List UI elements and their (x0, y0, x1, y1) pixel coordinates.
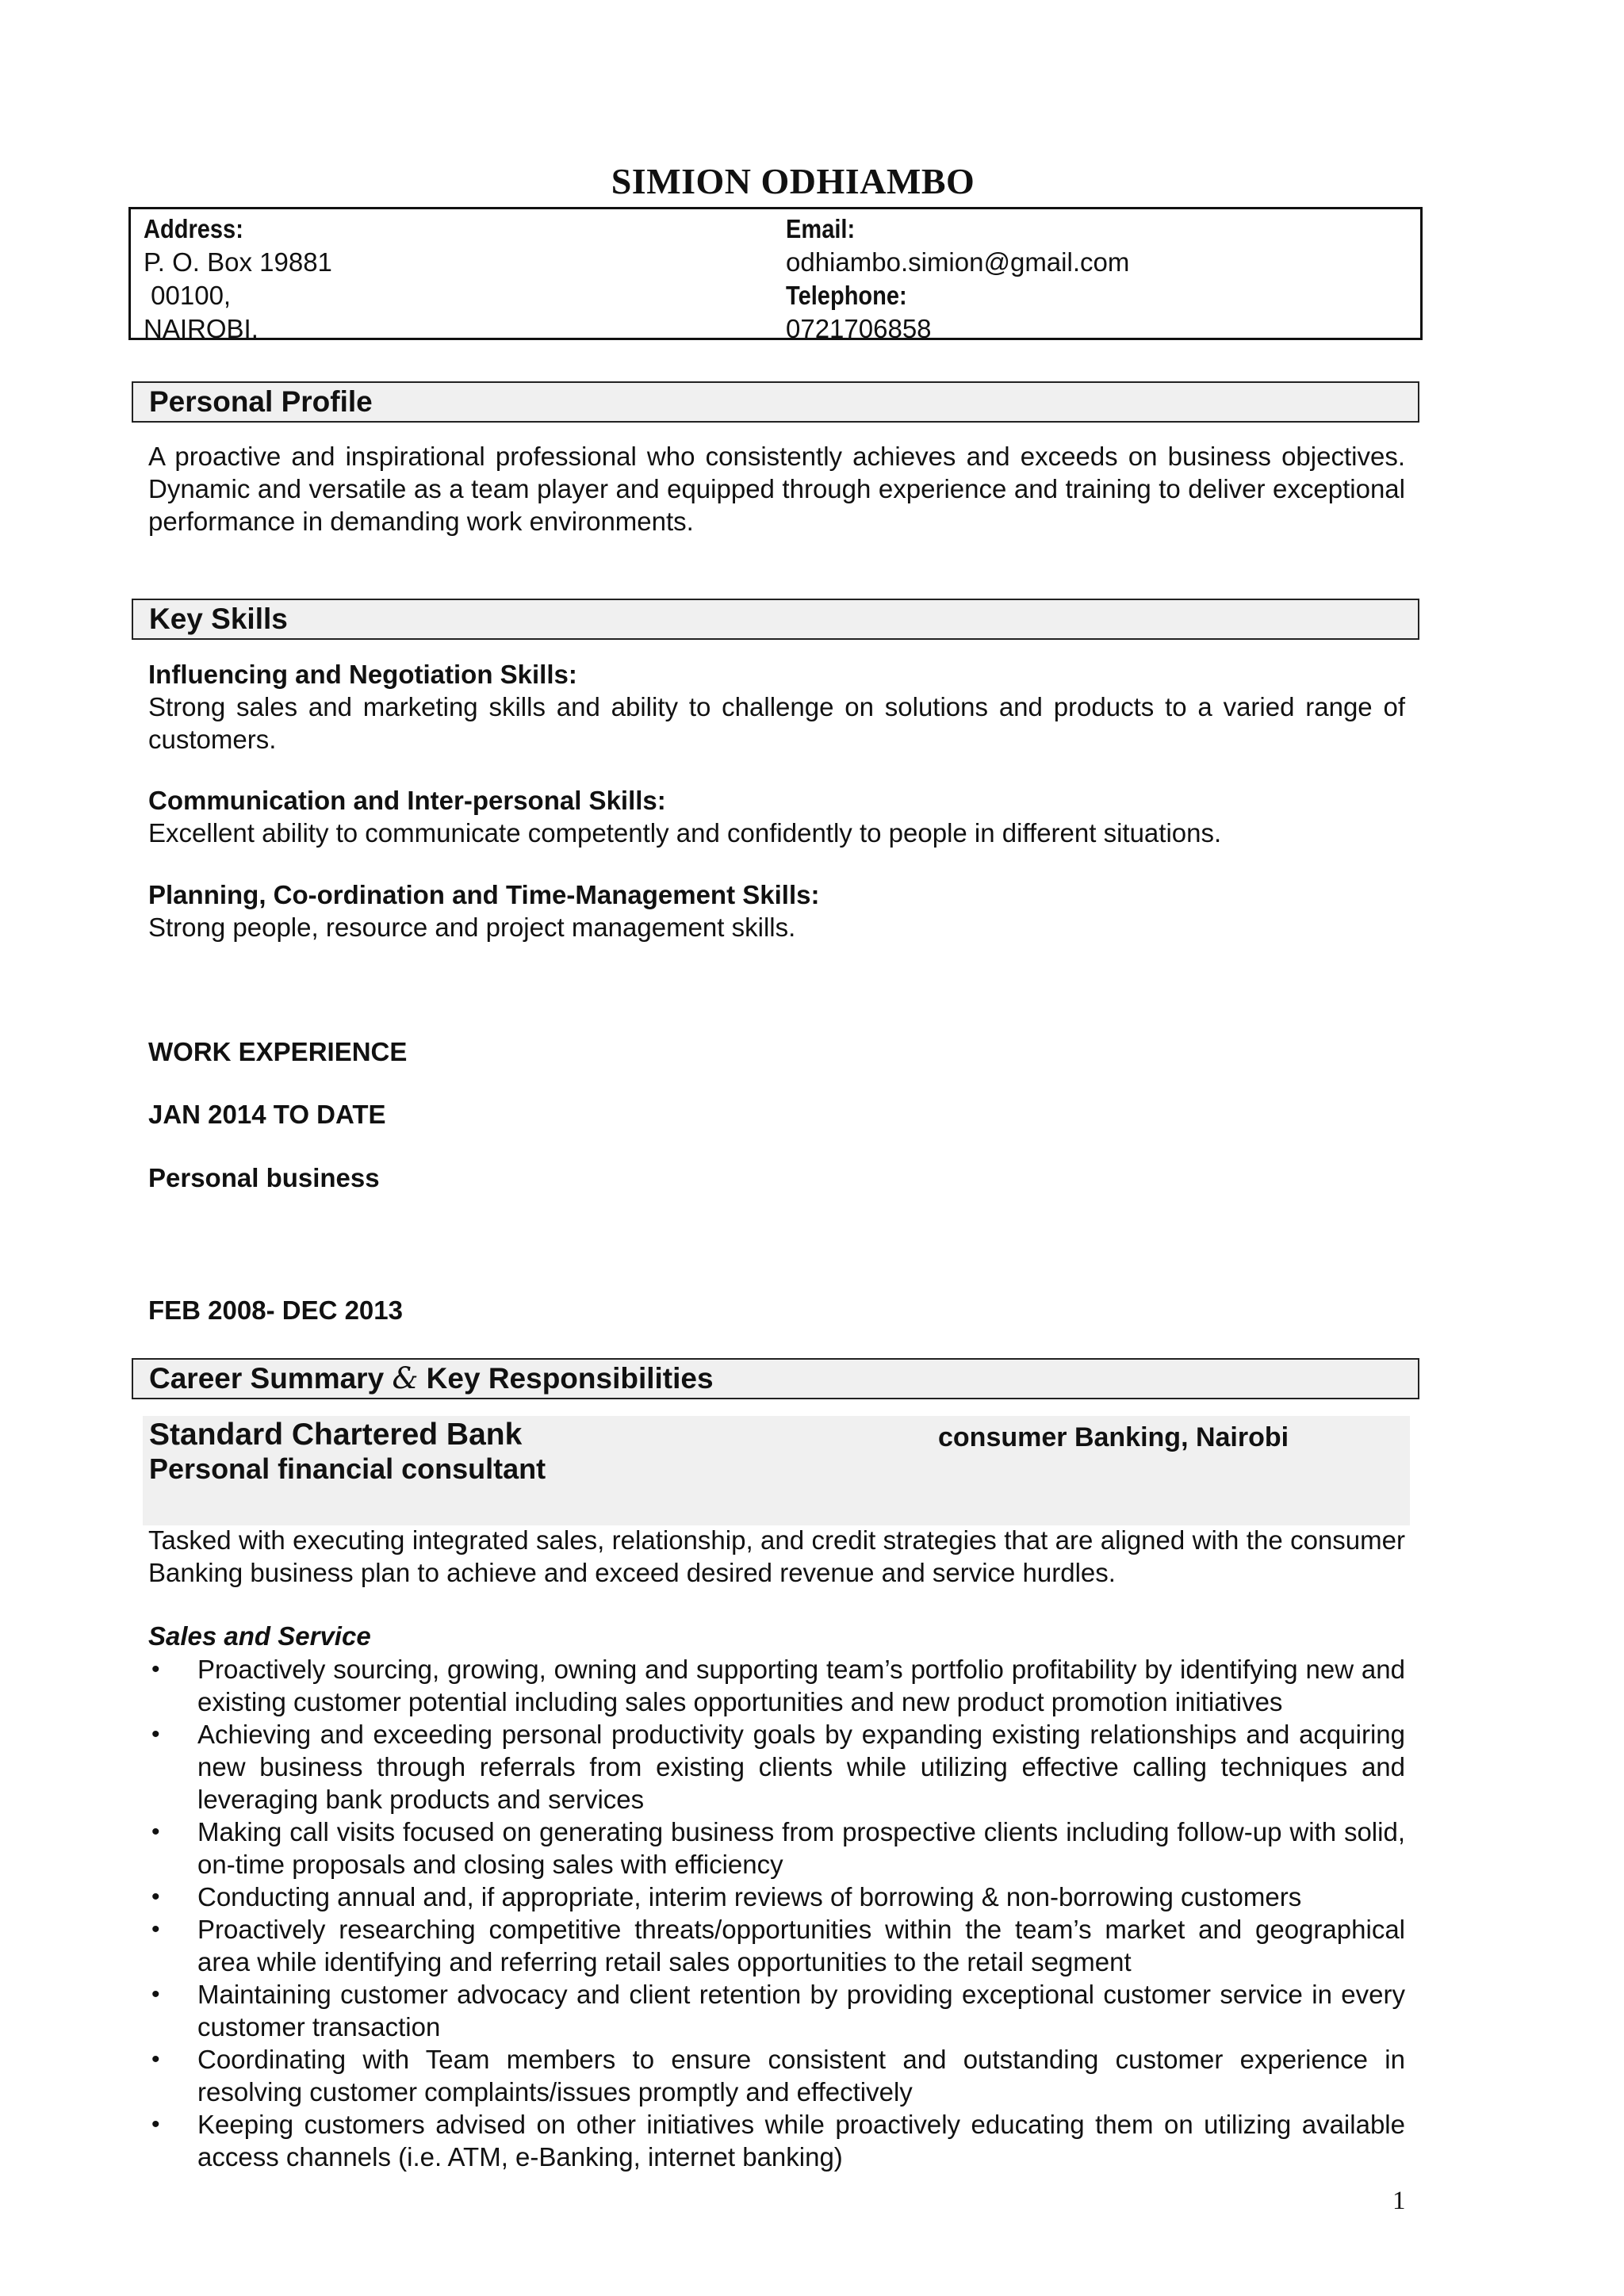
bullet-icon: • (151, 1721, 160, 1747)
section-header-career-summary (132, 1358, 1419, 1399)
bullet-icon: • (151, 2046, 160, 2072)
address-label: Address: (144, 214, 243, 243)
list-item-text: Conducting annual and, if appropriate, interim reviews of borrowing & non-borrowing customers (197, 1882, 1302, 1911)
skill-text: Strong sales and marketing skills and ability to challenge on solutions and products to a varied range of customers. (148, 692, 1405, 754)
telephone-label: Telephone: (786, 281, 907, 310)
list-item (148, 1881, 1405, 1913)
employer-role: Personal financial consultant (149, 1452, 546, 1485)
skill-heading: Influencing and Negotiation Skills: (148, 660, 577, 689)
list-item-text: Coordinating with Team members to ensure consistent and outstanding customer experience in resolving customer complaints/issues promptly and effectively (197, 2045, 1405, 2107)
skill-text: Excellent ability to communicate competently and confidently to people in different situations. (148, 818, 1222, 848)
bullet-icon: • (151, 1819, 160, 1845)
list-item (148, 1913, 1405, 1978)
profile-text: A proactive and inspirational professional who consistently achieves and exceeds on business objectives. Dynamic and versatile as a team player and equipped through experience and training to deliver exceptional performance in demanding work environments. (148, 442, 1405, 536)
telephone-value: 0721706858 (786, 314, 932, 343)
bullet-icon: • (151, 1916, 160, 1942)
list-item (148, 1978, 1405, 2043)
ampersand-glyph: & (392, 1361, 419, 1395)
skill-block (148, 784, 1405, 849)
sales-service-subheading: Sales and Service (148, 1621, 371, 1651)
page-number: 1 (1392, 2187, 1406, 2215)
address-line: P. O. Box 19881 (144, 247, 332, 277)
section-header-key-skills: Key Skills (132, 599, 1419, 640)
work-period: FEB 2008- DEC 2013 (148, 1295, 403, 1325)
list-item-text: Maintaining customer advocacy and client retention by providing exceptional customer service in every customer transaction (197, 1980, 1405, 2042)
email-label: Email: (786, 214, 856, 243)
employer-division: consumer Banking, Nairobi (938, 1422, 1289, 1452)
skill-block (148, 878, 1405, 943)
list-item (148, 2043, 1405, 2108)
list-item (148, 1653, 1405, 1718)
email-value: odhiambo.simion@gmail.com (786, 247, 1130, 277)
skill-heading: Communication and Inter-personal Skills: (148, 786, 666, 815)
employer-header (143, 1416, 1410, 1525)
list-item-text: Proactively sourcing, growing, owning and supporting team’s portfolio profitability by identifying new and existing customer potential including sales opportunities and new product promotion initiatives (197, 1655, 1405, 1716)
bullet-icon: • (151, 1981, 160, 2007)
career-title-part: Career Summary (149, 1362, 393, 1395)
bullet-icon: • (151, 1656, 160, 1682)
contact-details-block (786, 212, 1129, 346)
address-block (144, 212, 332, 346)
list-item (148, 1816, 1405, 1881)
bullet-icon: • (151, 2111, 160, 2137)
address-line: NAIROBI. (144, 314, 259, 343)
work-period: JAN 2014 TO DATE (148, 1100, 386, 1129)
list-item (148, 2108, 1405, 2173)
section-header-personal-profile: Personal Profile (132, 381, 1419, 423)
career-summary-text: Tasked with executing integrated sales, relationship, and credit strategies that are aligned with the consumer Banking business plan to achieve and exceed desired revenue and service hurdles. (148, 1525, 1405, 1587)
address-line: 00100, (144, 281, 232, 310)
employer-name: Standard Chartered Bank (149, 1418, 523, 1452)
skill-block (148, 658, 1405, 756)
work-role: Personal business (148, 1163, 380, 1192)
list-item-text: Keeping customers advised on other initiatives while proactively educating them on utilizing available access channels (i.e. ATM, e-Banking, internet banking) (197, 2110, 1405, 2172)
bullet-icon: • (151, 1884, 160, 1910)
candidate-name: SIMION ODHIAMBO (611, 161, 975, 201)
list-item-text: Proactively researching competitive threats/opportunities within the team’s market and geographical area while identifying and referring retail sales opportunities to the retail segment (197, 1915, 1405, 1976)
skill-text: Strong people, resource and project management skills. (148, 913, 796, 942)
list-item-text: Making call visits focused on generating business from prospective clients including follow-up with solid, on-time proposals and closing sales with efficiency (197, 1817, 1405, 1879)
contact-box (128, 207, 1423, 343)
career-title-part: Key Responsibilities (418, 1362, 714, 1395)
responsibilities-list (148, 1653, 1405, 2173)
work-experience-heading: WORK EXPERIENCE (148, 1037, 408, 1066)
list-item-text: Achieving and exceeding personal productivity goals by expanding existing relationships and acquiring new business through referrals from existing clients while utilizing effective calling techniques and leveraging bank products and services (197, 1720, 1405, 1814)
skill-heading: Planning, Co-ordination and Time-Management Skills: (148, 880, 820, 909)
list-item (148, 1718, 1405, 1816)
